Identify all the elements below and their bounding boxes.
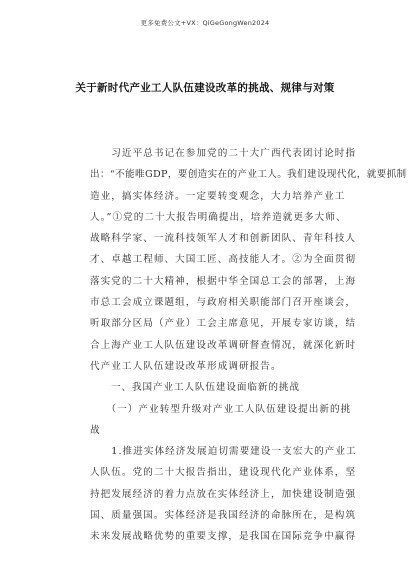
- body-line: 代产业工人队伍建设改革形成调研报告。: [90, 360, 282, 372]
- body-line: 市总工会成立课题组，与政府相关职能部门召开座谈会，: [90, 297, 357, 309]
- body-line: 人队伍。党的二十大报告指出，建设现代化产业体系，坚: [90, 467, 357, 479]
- body-line: 才、卓越工程师、大国工匠、高技能人才。②为全面贯彻: [90, 254, 357, 266]
- body-line: 人。”①党的二十大报告明确提出，培养造就更多大师、: [90, 211, 347, 223]
- section-heading: 一、我国产业工人队伍建设面临新的挑战: [90, 382, 300, 394]
- subsection-heading-cont: 战: [90, 424, 101, 436]
- document-title: 关于新时代产业工人队伍建设改革的挑战、规律与对策: [75, 82, 335, 94]
- body-line: 战略科学家、一流科技领军人才和创新团队、青年科技人: [90, 233, 357, 245]
- header-note: 更多免费公文+VX：QiGeGongWen2024: [140, 19, 270, 27]
- body-text: [90, 143, 407, 548]
- subsection-heading: （一）产业转型升级对产业工人队伍建设提出新的挑: [90, 403, 352, 415]
- body-line: 未来发展战略优势的重要支撑，是我国在国际竞争中赢得: [90, 531, 357, 543]
- body-line: 出：“不能唯GDP，要创造实在的产业工人。我们建设现代化，就要抓制: [90, 169, 407, 181]
- body-line: 落实党的二十大精神，根据中华全国总工会的部署，上海: [90, 275, 357, 287]
- body-line: 1.推进实体经济发展迫切需要建设一支宏大的产业工: [90, 446, 357, 458]
- body-line: 造业，搞实体经济。一定要转变观念，大力培养产业工: [90, 190, 346, 202]
- body-line: 国、质量强国。实体经济是我国经济的命脉所在，是构筑: [90, 510, 357, 522]
- body-line: 习近平总书记在参加党的二十大广西代表团讨论时指: [90, 148, 357, 159]
- body-line: 持把发展经济的着力点放在实体经济上，加快建设制造强: [90, 488, 357, 500]
- body-line: 合上海产业工人队伍建设改革调研督查情况，就深化新时: [90, 339, 357, 351]
- body-line: 听取部分区局（产业）工会主席意见，开展专家访谈，结: [90, 318, 357, 330]
